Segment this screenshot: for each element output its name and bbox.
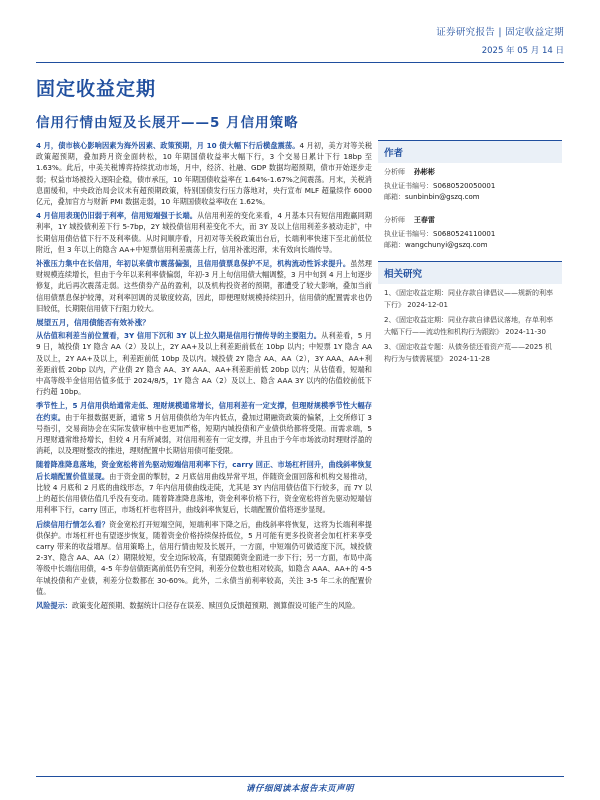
paragraph — [36, 330, 372, 397]
related-heading: 相关研究 — [378, 261, 562, 284]
paragraph-text: 政策变化超预期、数据统计口径存在误差、赎回负反馈超预期、测算假设可能产生的风险。 — [71, 600, 360, 610]
risk-warning — [36, 600, 372, 611]
report-body — [36, 140, 372, 614]
paragraph — [36, 210, 372, 255]
section-heading: 展望五月，信用债能否有效补涨？ — [36, 318, 150, 328]
paragraph — [36, 258, 372, 314]
paragraph-lead: 从估值和利差当前位置看，3Y 信用下沉和 3Y 以上拉久期是信用行情传导的主要阻力。 — [36, 331, 322, 341]
analyst-name: 孙彬彬 — [413, 168, 435, 176]
analyst-card — [378, 211, 562, 253]
authors-heading: 作者 — [378, 140, 562, 163]
related-item[interactable]: 3、《固定收益专题：从债务偿还看资产荒——2025 机构行为与债需展望》 2024-11-28 — [384, 343, 552, 363]
related-item[interactable]: 1、《固定收益定期：同业存款自律倡议——规新的利率下行》 2024-12-01 — [384, 289, 553, 309]
email-link[interactable]: sunbinbin@gszq.com — [405, 193, 480, 201]
cert-label: 执业证书编号： — [384, 230, 433, 238]
email-link[interactable]: wangchunyi@gszq.com — [405, 241, 488, 249]
report-subtitle: 信用行情由短及长展开——5 月信用策略 — [36, 115, 299, 131]
footer-rule — [36, 776, 564, 777]
analyst-role: 分析师 — [384, 168, 405, 176]
related-list — [378, 284, 562, 373]
paragraph-lead: 后续信用行情怎么看？ — [36, 519, 110, 529]
footer-disclaimer: 请仔细阅读本报告末页声明 — [245, 784, 354, 794]
paragraph-lead: 风险提示： — [36, 600, 72, 610]
header-rule — [36, 62, 564, 63]
paragraph-lead: 季节性上，5 月信用供给通常走低、理财规模通常增长，信用利差有一定支撑，但理财规模季节性大幅存在约束。 — [36, 401, 372, 422]
related-item[interactable]: 2、《固定收益定期：同业存款自律倡议落地，存单利率大幅下行——流动性和机构行为跟踪》 2024-11-30 — [384, 316, 553, 336]
paragraph-lead: 随着降准降息落地，资金宽松将首先驱动短端信用利率下行，carry 回正、市场杠杆回升，曲线斜率恢复后长端配置价值显现。 — [36, 460, 372, 481]
paragraph-lead: 4 月，债市核心影响因素为海外因素、政策预期，月 10 债大幅下行后横盘震荡。 — [36, 141, 300, 150]
paragraph — [36, 140, 372, 207]
analyst-name: 王春雷 — [413, 216, 435, 224]
email-label: 邮箱： — [384, 241, 405, 249]
paragraph-text: 从信用利差的变化来看，4 月基本只有短信用跑赢同期利率，1Y 城投债利差下行 5-7bp，2Y 城投债信用利差变化不大，而 3Y 及以上信用利差多被动走扩，中长期信用债估值下行不及利率债。从时间顺序看，月初对等关税政策出台后，长端利率快速下至北前低位附近，但 3 年以上的隐含 AA+中短票信用利差震荡上行，信用补涨迟滞，未有效向长端传导。 — [36, 211, 372, 254]
email-label: 邮箱： — [384, 193, 405, 201]
paragraph-text: 资金宽松打开短端空间，短端利率下降之后，曲线斜率将恢复，这将为长端利率提供保护。市场杠杆也有望逐步恢复，随着资金价格持续保持低位，5 月可能有更多投资者会加杠杆来享受 carry 带来的收益增厚。信用策略上，信用行情由短及长展开，一方面，中短端仍可做适度下沉，城投债 2-3Y、隐含 AA、AA（2）期限较短，安全边际较高，有望跟随资金面进一步下行；另一方面，布局中高等级中长端信用债，4-5 年券信债距离前低仍有空间，利差分位数也相对较高，如隐含 AAA、AA+的 4-5 年城投债和产业债，利差分位数都在 30-60%。此外，二永债当前利率较高，关注 3-5 年二永的配置价值。 — [36, 519, 372, 596]
analyst-role: 分析师 — [384, 216, 405, 224]
paragraph-text: 由于年报数据更新，通常 5 月信用债供给为年内低点，叠加过期融资政策的偏紧，上交所修订 3 号指引，交易商协会在实际发债审核中也更加严格，短期内城投债和产业债供给都将受限。而需求端，5 月理财通常维持增长，但较 4 月有所减弱，对信用利差有一定支撑，并且由于今年市场波动时理财浮盈的消耗，以及理财整改的推进，理财配置中长期信用债可能受限。 — [36, 412, 372, 456]
paragraph — [36, 519, 372, 597]
report-series: 证券研究报告 | 固定收益定期 — [436, 27, 564, 38]
paragraph — [36, 400, 372, 456]
report-header — [436, 24, 564, 56]
paragraph-text: 由于资金面的掣肘，2 月底信用曲线异常平坦，伴随资金面回落和机构交易推动，比较 4 月底和 2 月底的曲线形态，7 年内信用债曲线走陡，尤其是 3Y 内信用债估值下行较多，而 7Y 以上的超长信用债估值几乎没有变动。随着降准降息落地，资金利率价格下行，资金宽松将首先驱动短端信用利率下行，carry 回正，市场杠杆也将回升，曲线斜率恢复后，长端配置价值将逐步显现。 — [36, 471, 372, 515]
paragraph-text: 从利差看，5 月 9 日，城投债 1Y 隐含 AA（2）及以上，2Y AA+及以上利差距前低在 10bp 以内；中短票 1Y 隐含 AA 及以上，2Y AA+及以上，利差距前低 10bp 及以内。城投债 2Y 隐含 AA、AA（2），3Y AAA、AA+利差距前低 20bp 以内，产业债 2Y 隐含 AA、3Y AAA、AA+利差距前低 20bp 以内；从估值看，短端和中高等级半金信用估值多低于 2024/8/5，1Y 隐含 AA（2）及以上、隐含 AAA 3Y 以内的估值较前低下行约超 10bp。 — [36, 331, 372, 397]
analyst-card — [378, 163, 562, 205]
paragraph-text: 虽然理财规模连续增长，但由于今年以来利率债偏弱，年初-3 月上旬信用债大幅调整，3 月中旬到 4 月上旬逐步修复，此后再次震荡走弱。这些债券产品的盈利，以及机构投资者的预期，都遭受了较大影响，叠加当前信用债票息保护较薄，对利率回调的灵敏度较高，因此，即便理财规模持续回升，信用债的配置需求也仍旧较低，长期限信用债下行阻力较大。 — [36, 259, 372, 313]
paragraph-lead: 4 月信用表现仍旧弱于利率，信用短端强于长端。 — [36, 211, 198, 221]
paragraph-text: 4 月初，美方对等关税政策超预期，叠加跨月资金面转松，10 年期国债收益率大幅下行，3 个交易日累计下行 18bp 至 1.63%。此后，中美关税博弈持续扰动市场，月中，经济、社融、GDP 数据均超预期，债市开始逐步走弱；权益市场被投入逐阳企稳，债市承压，10 年期国债收益率在 1.64%-1.67%之间震荡。月末，关税消息面缓和，中央政治局会议未有超预期政策，特别国债发行压力落地对，央行宣布 MLF 超量续作 6000 亿元，叠加官方与财新 PMI 数据走弱，10 年期国债收益率收在 1.62%。 — [36, 141, 373, 207]
cert-label: 执业证书编号： — [384, 182, 433, 190]
paragraph — [36, 459, 372, 515]
cert-number: S0680520050001 — [433, 182, 496, 190]
paragraph-lead: 补涨压力集中在长信用，年初以来债市震荡偏强，且信用债票息保护不足，机构流动性诉求提升。 — [36, 259, 351, 269]
report-date: 2025 年 05 月 14 日 — [481, 46, 564, 56]
sidebar — [378, 140, 562, 373]
cert-number: S0680524110001 — [433, 230, 496, 238]
report-title: 固定收益定期 — [36, 78, 157, 100]
